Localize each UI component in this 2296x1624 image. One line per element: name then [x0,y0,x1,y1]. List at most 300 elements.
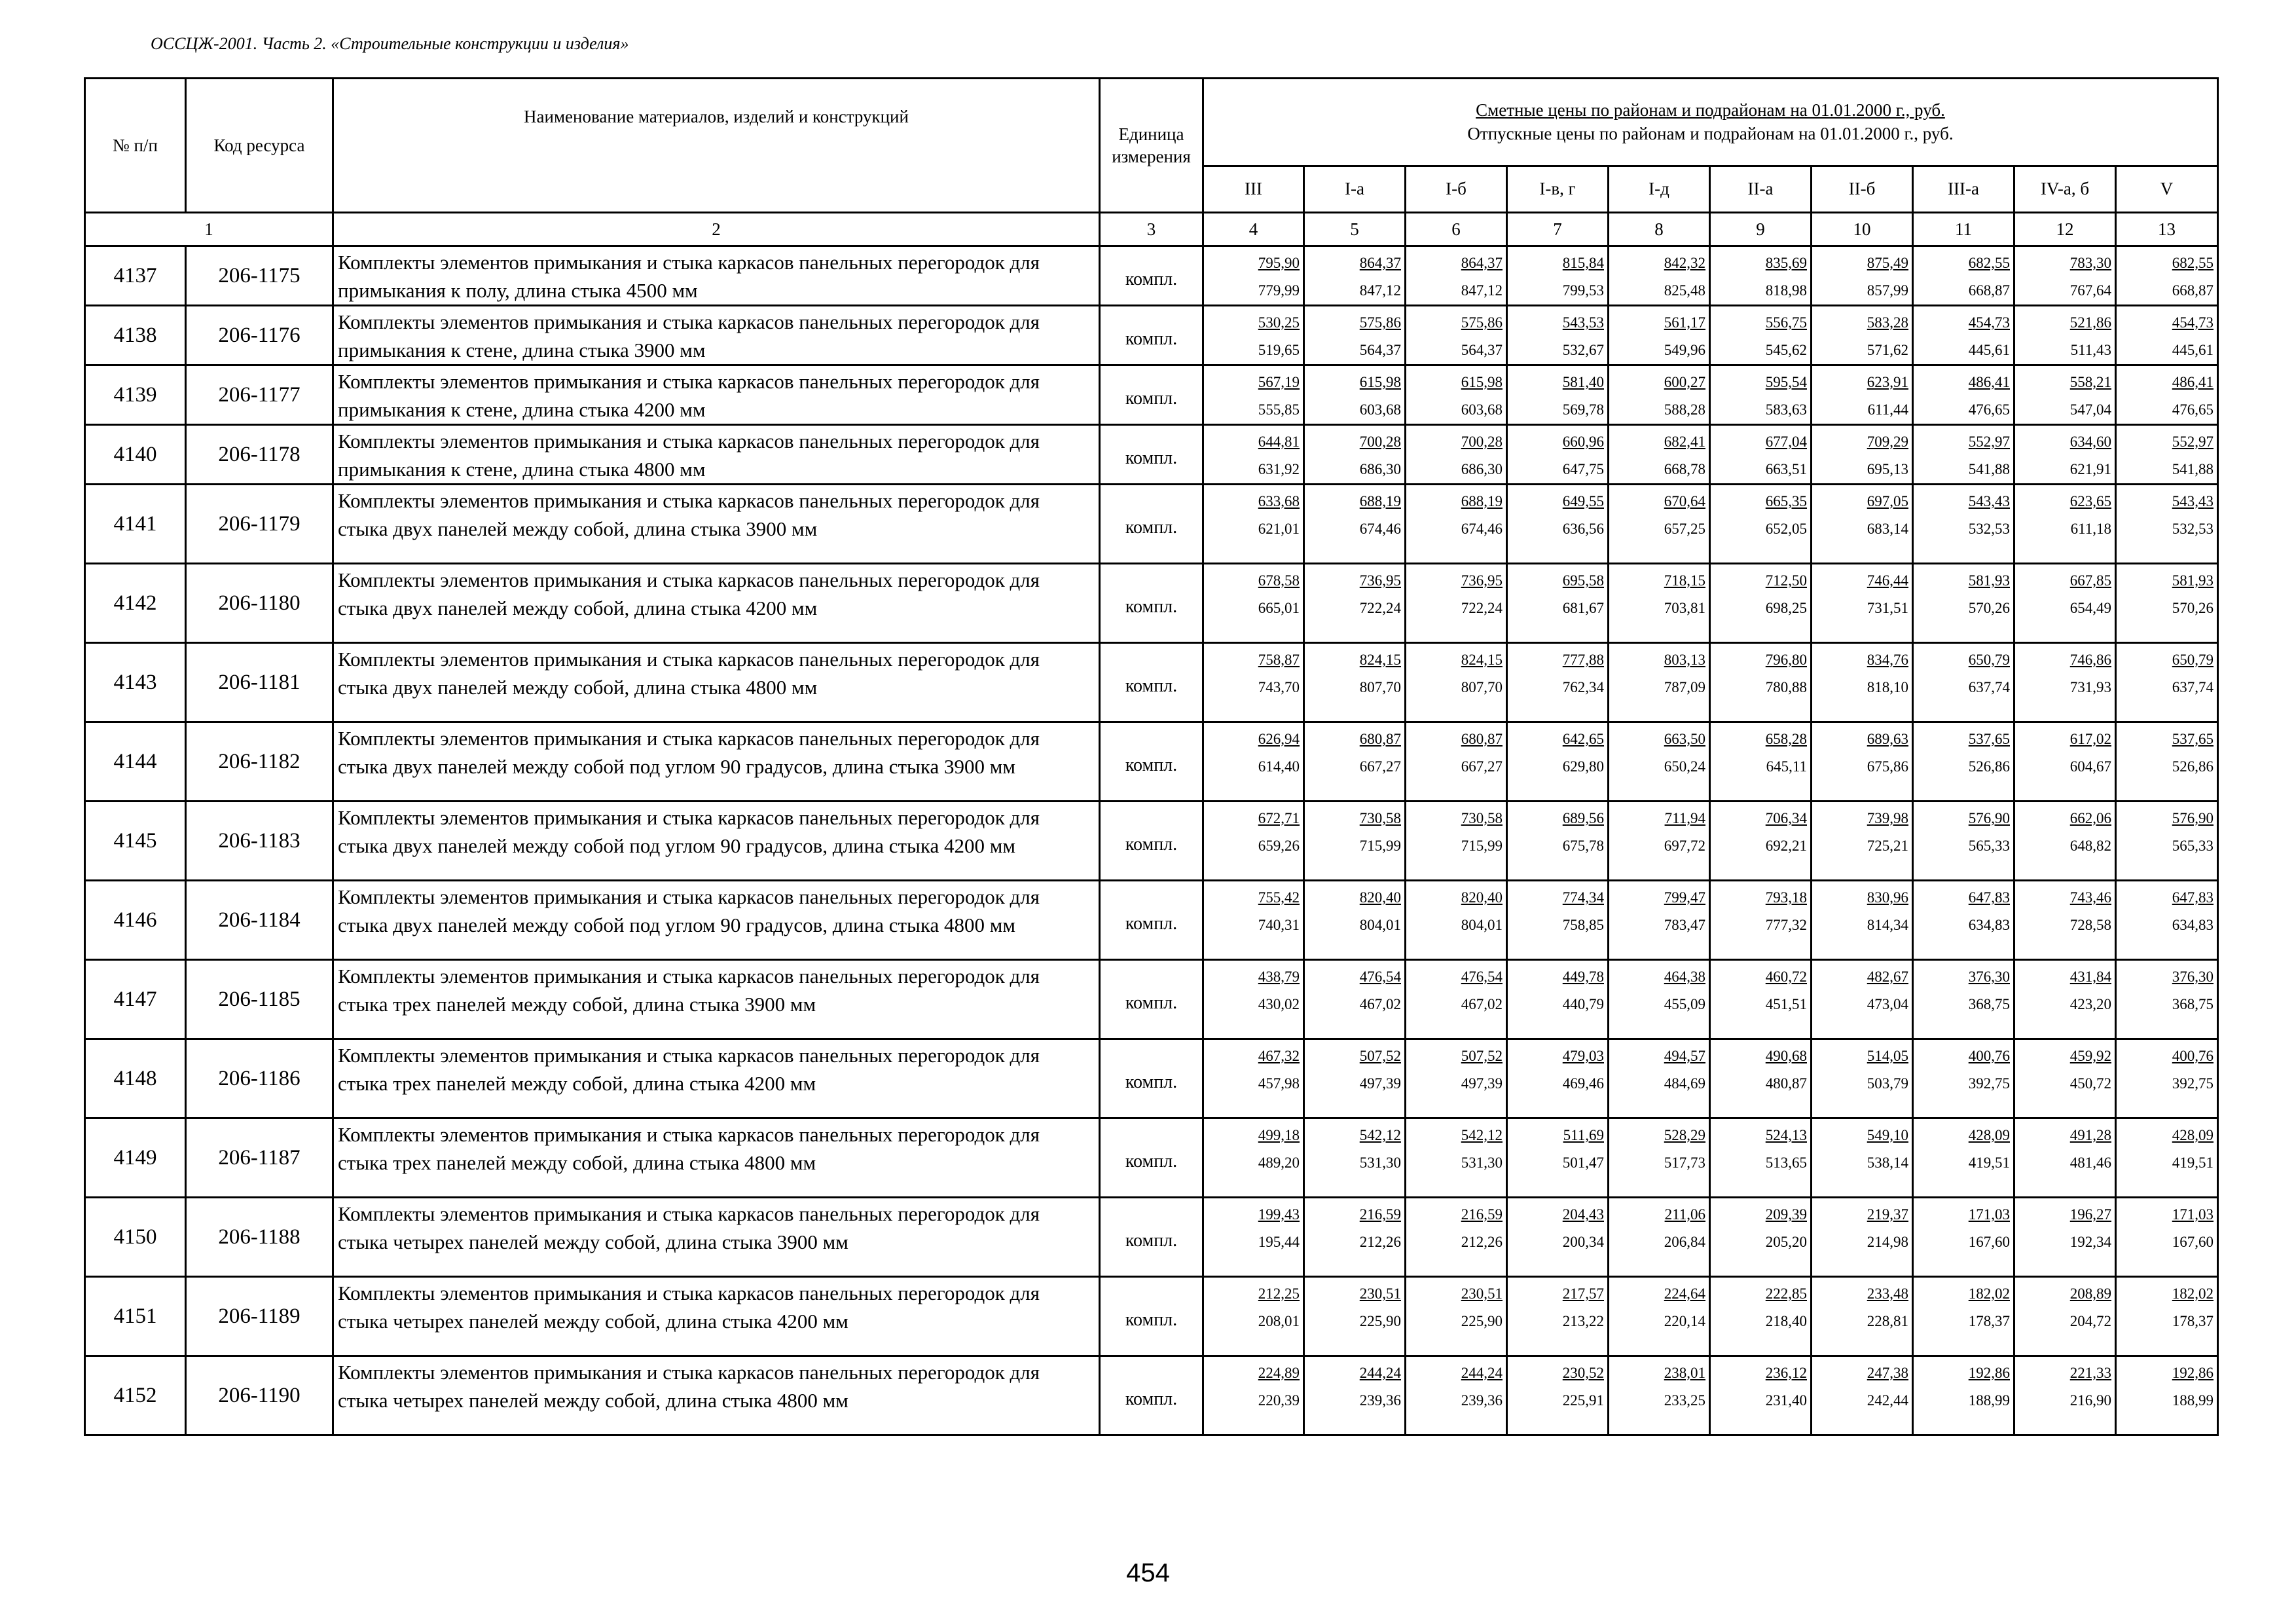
release-price: 758,85 [1562,917,1604,933]
release-price: 667,27 [1359,758,1401,775]
estimate-price: 454,73 [1968,314,2010,331]
release-price: 818,10 [1867,679,1908,695]
column-number: 1 [85,213,333,246]
estimate-price: 428,09 [2172,1127,2214,1143]
price-cell [1812,960,1913,1039]
price-cell [1609,1118,1710,1198]
price-cell [1812,306,1913,365]
estimate-price: 864,37 [1359,255,1401,271]
estimate-price: 711,94 [1664,810,1705,826]
estimate-price: 736,95 [1461,572,1503,589]
estimate-price: 199,43 [1258,1206,1300,1223]
price-cell [1812,1118,1913,1198]
column-number: 11 [1913,213,2014,246]
release-price: 216,90 [2069,1392,2111,1409]
release-price: 565,33 [1968,838,2010,854]
price-table [84,77,2219,1436]
material-name: Комплекты элементов примыкания и стыка каркасов панельных перегородок для стыка четырех панелей между собой, длина стыка 3900 мм [333,1198,1100,1277]
resource-code: 206-1182 [186,722,333,802]
release-price: 228,81 [1867,1313,1908,1329]
price-cell [1406,485,1507,564]
release-price: 780,88 [1765,679,1807,695]
estimate-price: 746,44 [1867,572,1908,589]
estimate-price: 736,95 [1359,572,1401,589]
release-price: 637,74 [1968,679,2010,695]
estimate-price: 680,87 [1461,731,1503,747]
price-cell [1203,802,1304,881]
release-price: 541,88 [2172,461,2214,477]
row-number: 4143 [85,643,186,722]
estimate-price: 796,80 [1765,652,1807,668]
price-cell [1913,1198,2014,1277]
price-cell [1304,425,1406,485]
price-cell [1304,802,1406,881]
resource-code: 206-1189 [186,1277,333,1356]
table-row [85,1356,2218,1435]
release-price: 445,61 [1968,342,2010,358]
release-price: 532,67 [1562,342,1604,358]
release-price: 631,92 [1258,461,1300,477]
material-name: Комплекты элементов примыкания и стыка каркасов панельных перегородок для стыка четырех панелей между собой, длина стыка 4200 мм [333,1277,1100,1356]
estimate-price: 236,12 [1765,1365,1807,1381]
price-cell [1406,1118,1507,1198]
price-cell [1609,425,1710,485]
price-cell [1304,1198,1406,1277]
price-cell [2014,802,2116,881]
release-price: 614,40 [1258,758,1300,775]
estimate-price: 556,75 [1765,314,1807,331]
estimate-price: 507,52 [1461,1048,1503,1064]
estimate-price: 875,49 [1867,255,1908,271]
estimate-price: 552,97 [1968,434,2010,450]
release-price: 192,34 [2069,1234,2111,1250]
price-cell [1304,1356,1406,1435]
release-price: 731,93 [2069,679,2111,695]
release-price: 440,79 [1562,996,1604,1012]
release-price: 445,61 [2172,342,2214,358]
release-price: 722,24 [1359,600,1401,616]
price-cell [1406,960,1507,1039]
release-price: 545,62 [1765,342,1807,358]
estimate-price: 400,76 [2172,1048,2214,1064]
release-price: 212,26 [1359,1234,1401,1250]
release-price: 484,69 [1664,1075,1705,1092]
release-price: 392,75 [1968,1075,2010,1092]
release-price: 767,64 [2069,282,2111,299]
release-price: 818,98 [1765,282,1807,299]
release-price: 457,98 [1258,1075,1300,1092]
price-cell [1507,881,1609,960]
estimate-price: 730,58 [1461,810,1503,826]
estimate-price: 680,87 [1359,731,1401,747]
price-cell [1913,1277,2014,1356]
estimate-price: 467,32 [1258,1048,1300,1064]
price-cell [1507,564,1609,643]
row-number: 4145 [85,802,186,881]
release-price: 538,14 [1867,1154,1908,1171]
release-price: 547,04 [2069,401,2111,418]
estimate-price: 216,59 [1359,1206,1401,1223]
release-price: 419,51 [2172,1154,2214,1171]
release-price: 455,09 [1664,996,1705,1012]
estimate-price: 537,65 [1968,731,2010,747]
release-price: 225,90 [1461,1313,1503,1329]
release-price: 675,86 [1867,758,1908,775]
price-cell [2014,1198,2116,1277]
material-name: Комплекты элементов примыкания и стыка каркасов панельных перегородок для примыкания к стене, длина стыка 4200 мм [333,365,1100,425]
estimate-price: 482,67 [1867,969,1908,985]
estimate-price: 730,58 [1359,810,1401,826]
release-price: 692,21 [1765,838,1807,854]
release-price: 489,20 [1258,1154,1300,1171]
price-cell [1507,246,1609,306]
price-cell [1406,722,1507,802]
estimate-price: 623,65 [2069,493,2111,509]
estimate-price: 777,88 [1562,652,1604,668]
release-price: 659,26 [1258,838,1300,854]
price-cell [1710,960,1812,1039]
price-cell [1507,802,1609,881]
release-price: 526,86 [2172,758,2214,775]
release-price: 423,20 [2069,996,2111,1012]
estimate-price: 431,84 [2069,969,2111,985]
release-price: 430,02 [1258,996,1300,1012]
release-price: 225,91 [1562,1392,1604,1409]
release-price: 517,73 [1664,1154,1705,1171]
release-price: 603,68 [1359,401,1401,418]
estimate-price: 552,97 [2172,434,2214,450]
release-price: 647,75 [1562,461,1604,477]
price-cell [2116,485,2218,564]
estimate-price: 454,73 [2172,314,2214,331]
release-price: 807,70 [1461,679,1503,695]
release-price: 634,83 [1968,917,2010,933]
column-number: 8 [1609,213,1710,246]
estimate-price: 204,43 [1562,1206,1604,1223]
column-number: 5 [1304,213,1406,246]
release-price: 634,83 [2172,917,2214,933]
estimate-price: 549,10 [1867,1127,1908,1143]
estimate-price: 774,34 [1562,889,1604,906]
estimate-price: 835,69 [1765,255,1807,271]
estimate-price: 688,19 [1359,493,1401,509]
material-name: Комплекты элементов примыкания и стыка каркасов панельных перегородок для стыка двух панелей между собой под углом 90 градусов, длина стыка 4200 мм [333,802,1100,881]
material-name: Комплекты элементов примыкания и стыка каркасов панельных перегородок для стыка двух панелей между собой, длина стыка 3900 мм [333,485,1100,564]
estimate-price: 803,13 [1664,652,1705,668]
estimate-price: 665,35 [1765,493,1807,509]
header-prices [1203,79,2218,166]
unit: компл. [1100,1039,1203,1118]
release-price: 497,39 [1461,1075,1503,1092]
release-price: 473,04 [1867,996,1908,1012]
estimate-price: 815,84 [1562,255,1604,271]
price-cell [2014,485,2116,564]
estimate-price: 490,68 [1765,1048,1807,1064]
resource-code: 206-1190 [186,1356,333,1435]
price-cell [2116,1118,2218,1198]
price-cell [1812,722,1913,802]
estimate-price: 464,38 [1664,969,1705,985]
estimate-price: 182,02 [1968,1285,2010,1302]
price-cell [1812,564,1913,643]
estimate-price: 634,60 [2069,434,2111,450]
estimate-price: 449,78 [1562,969,1604,985]
table-row [85,485,2218,564]
estimate-price: 530,25 [1258,314,1300,331]
resource-code: 206-1175 [186,246,333,306]
column-number: 6 [1406,213,1507,246]
price-cell [1304,722,1406,802]
price-cell [2014,960,2116,1039]
table-row [85,306,2218,365]
resource-code: 206-1179 [186,485,333,564]
price-cell [1812,1039,1913,1118]
estimate-price: 689,63 [1867,731,1908,747]
estimate-price: 216,59 [1461,1206,1503,1223]
column-number: 12 [2014,213,2116,246]
estimate-price: 595,54 [1765,374,1807,390]
price-cell [1913,802,2014,881]
unit: компл. [1100,485,1203,564]
release-price: 476,65 [2172,401,2214,418]
release-price: 195,44 [1258,1234,1300,1250]
estimate-price: 700,28 [1461,434,1503,450]
header-region: III [1203,166,1304,212]
estimate-price: 739,98 [1867,810,1908,826]
price-cell [1710,1198,1812,1277]
table-row [85,246,2218,306]
release-price: 804,01 [1359,917,1401,933]
estimate-price: 219,37 [1867,1206,1908,1223]
resource-code: 206-1185 [186,960,333,1039]
release-price: 239,36 [1461,1392,1503,1409]
row-number: 4139 [85,365,186,425]
price-cell [1609,1039,1710,1118]
price-cell [1609,881,1710,960]
release-price: 703,81 [1664,600,1705,616]
price-cell [2116,802,2218,881]
price-cell [1203,485,1304,564]
estimate-price: 230,51 [1461,1285,1503,1302]
price-cell [1406,643,1507,722]
release-price: 480,87 [1765,1075,1807,1092]
price-cell [1710,1356,1812,1435]
row-number: 4151 [85,1277,186,1356]
row-number: 4150 [85,1198,186,1277]
release-price: 583,63 [1765,401,1807,418]
price-cell [2014,365,2116,425]
row-number: 4140 [85,425,186,485]
release-price: 392,75 [2172,1075,2214,1092]
price-cell [1609,1356,1710,1435]
price-cell [1913,425,2014,485]
price-cell [1609,365,1710,425]
price-cell [2116,425,2218,485]
price-cell [1406,425,1507,485]
release-price: 637,74 [2172,679,2214,695]
price-cell [2116,722,2218,802]
estimate-price: 208,89 [2069,1285,2111,1302]
header-region: I-д [1609,166,1710,212]
release-price: 225,90 [1359,1313,1401,1329]
price-cell [1913,246,2014,306]
estimate-price: 830,96 [1867,889,1908,906]
release-price: 205,20 [1765,1234,1807,1250]
release-price: 652,05 [1765,521,1807,537]
release-price: 549,96 [1664,342,1705,358]
price-cell [1507,365,1609,425]
page-number: 454 [1126,1559,1170,1587]
release-price: 650,24 [1664,758,1705,775]
release-price: 178,37 [2172,1313,2214,1329]
release-price: 804,01 [1461,917,1503,933]
row-number: 4148 [85,1039,186,1118]
release-price: 621,91 [2069,461,2111,477]
price-cell [2014,1356,2116,1435]
release-price: 715,99 [1461,838,1503,854]
unit: компл. [1100,1198,1203,1277]
price-cell [1203,564,1304,643]
price-cell [1203,1198,1304,1277]
release-price: 715,99 [1359,838,1401,854]
estimate-price: 230,51 [1359,1285,1401,1302]
price-cell [1203,1356,1304,1435]
price-cell [1609,1277,1710,1356]
price-cell [1406,306,1507,365]
price-cell [1203,425,1304,485]
release-price: 665,01 [1258,600,1300,616]
price-cell [1812,643,1913,722]
price-cell [1406,365,1507,425]
estimate-price: 182,02 [2172,1285,2214,1302]
release-price: 743,70 [1258,679,1300,695]
release-price: 603,68 [1461,401,1503,418]
resource-code: 206-1188 [186,1198,333,1277]
price-cell [1609,722,1710,802]
resource-code: 206-1186 [186,1039,333,1118]
price-cell [1710,306,1812,365]
release-price: 188,99 [2172,1392,2214,1409]
release-price: 847,12 [1359,282,1401,299]
price-cell [2116,306,2218,365]
material-name: Комплекты элементов примыкания и стыка каркасов панельных перегородок для примыкания к стене, длина стыка 4800 мм [333,425,1100,485]
estimate-price: 650,79 [2172,652,2214,668]
release-price: 663,51 [1765,461,1807,477]
material-name: Комплекты элементов примыкания и стыка каркасов панельных перегородок для стыка двух панелей между собой, длина стыка 4800 мм [333,643,1100,722]
release-price: 167,60 [2172,1234,2214,1250]
estimate-price: 626,94 [1258,731,1300,747]
estimate-price: 494,57 [1664,1048,1705,1064]
price-cell [1710,722,1812,802]
price-cell [1406,1039,1507,1118]
price-cell [2014,1118,2116,1198]
estimate-price: 644,81 [1258,434,1300,450]
unit: компл. [1100,960,1203,1039]
estimate-price: 864,37 [1461,255,1503,271]
header-region: I-в, г [1507,166,1609,212]
row-number: 4152 [85,1356,186,1435]
price-cell [2014,643,2116,722]
price-cell [1812,246,1913,306]
resource-code: 206-1177 [186,365,333,425]
estimate-price: 543,43 [1968,493,2010,509]
estimate-price: 758,87 [1258,652,1300,668]
header-region: II-а [1710,166,1812,212]
unit: компл. [1100,306,1203,365]
price-cell [1406,881,1507,960]
row-number: 4149 [85,1118,186,1198]
release-price: 513,65 [1765,1154,1807,1171]
price-cell [2014,722,2116,802]
price-cell [1304,1039,1406,1118]
release-price: 220,14 [1664,1313,1705,1329]
release-price: 629,80 [1562,758,1604,775]
unit: компл. [1100,564,1203,643]
price-cell [1507,1356,1609,1435]
release-price: 697,72 [1664,838,1705,854]
price-cell [1913,306,2014,365]
price-cell [1203,960,1304,1039]
estimate-price: 499,18 [1258,1127,1300,1143]
price-cell [1304,564,1406,643]
price-cell [1812,1277,1913,1356]
release-price: 467,02 [1461,996,1503,1012]
release-price: 218,40 [1765,1313,1807,1329]
release-price: 825,48 [1664,282,1705,299]
price-cell [2014,1277,2116,1356]
estimate-price: 670,64 [1664,493,1705,509]
release-price: 731,51 [1867,600,1908,616]
price-cell [1812,365,1913,425]
price-cell [1710,1277,1812,1356]
estimate-price: 459,92 [2069,1048,2111,1064]
price-cell [1203,643,1304,722]
price-cell [1710,643,1812,722]
release-price: 467,02 [1359,996,1401,1012]
price-cell [1710,485,1812,564]
release-price: 807,70 [1359,679,1401,695]
row-number: 4146 [85,881,186,960]
estimate-price: 700,28 [1359,434,1401,450]
column-number: 4 [1203,213,1304,246]
release-price: 668,87 [1968,282,2010,299]
resource-code: 206-1187 [186,1118,333,1198]
release-price: 214,98 [1867,1234,1908,1250]
price-cell [2014,1039,2116,1118]
release-price: 570,26 [1968,600,2010,616]
price-cell [1406,1198,1507,1277]
price-cell [1203,1277,1304,1356]
estimate-price: 476,54 [1461,969,1503,985]
price-cell [1609,246,1710,306]
material-name: Комплекты элементов примыкания и стыка каркасов панельных перегородок для стыка трех панелей между собой, длина стыка 3900 мм [333,960,1100,1039]
price-cell [2014,881,2116,960]
estimate-price: 583,28 [1867,314,1908,331]
release-price: 611,44 [1867,401,1908,418]
estimate-price: 476,54 [1359,969,1401,985]
estimate-price: 543,43 [2172,493,2214,509]
release-price: 686,30 [1359,461,1401,477]
estimate-price: 230,52 [1562,1365,1604,1381]
row-number: 4142 [85,564,186,643]
release-price: 501,47 [1562,1154,1604,1171]
price-cell [2014,564,2116,643]
estimate-price: 460,72 [1765,969,1807,985]
release-price: 450,72 [2069,1075,2111,1092]
price-cell [1203,1039,1304,1118]
estimate-price: 491,28 [2069,1127,2111,1143]
price-cell [1609,960,1710,1039]
